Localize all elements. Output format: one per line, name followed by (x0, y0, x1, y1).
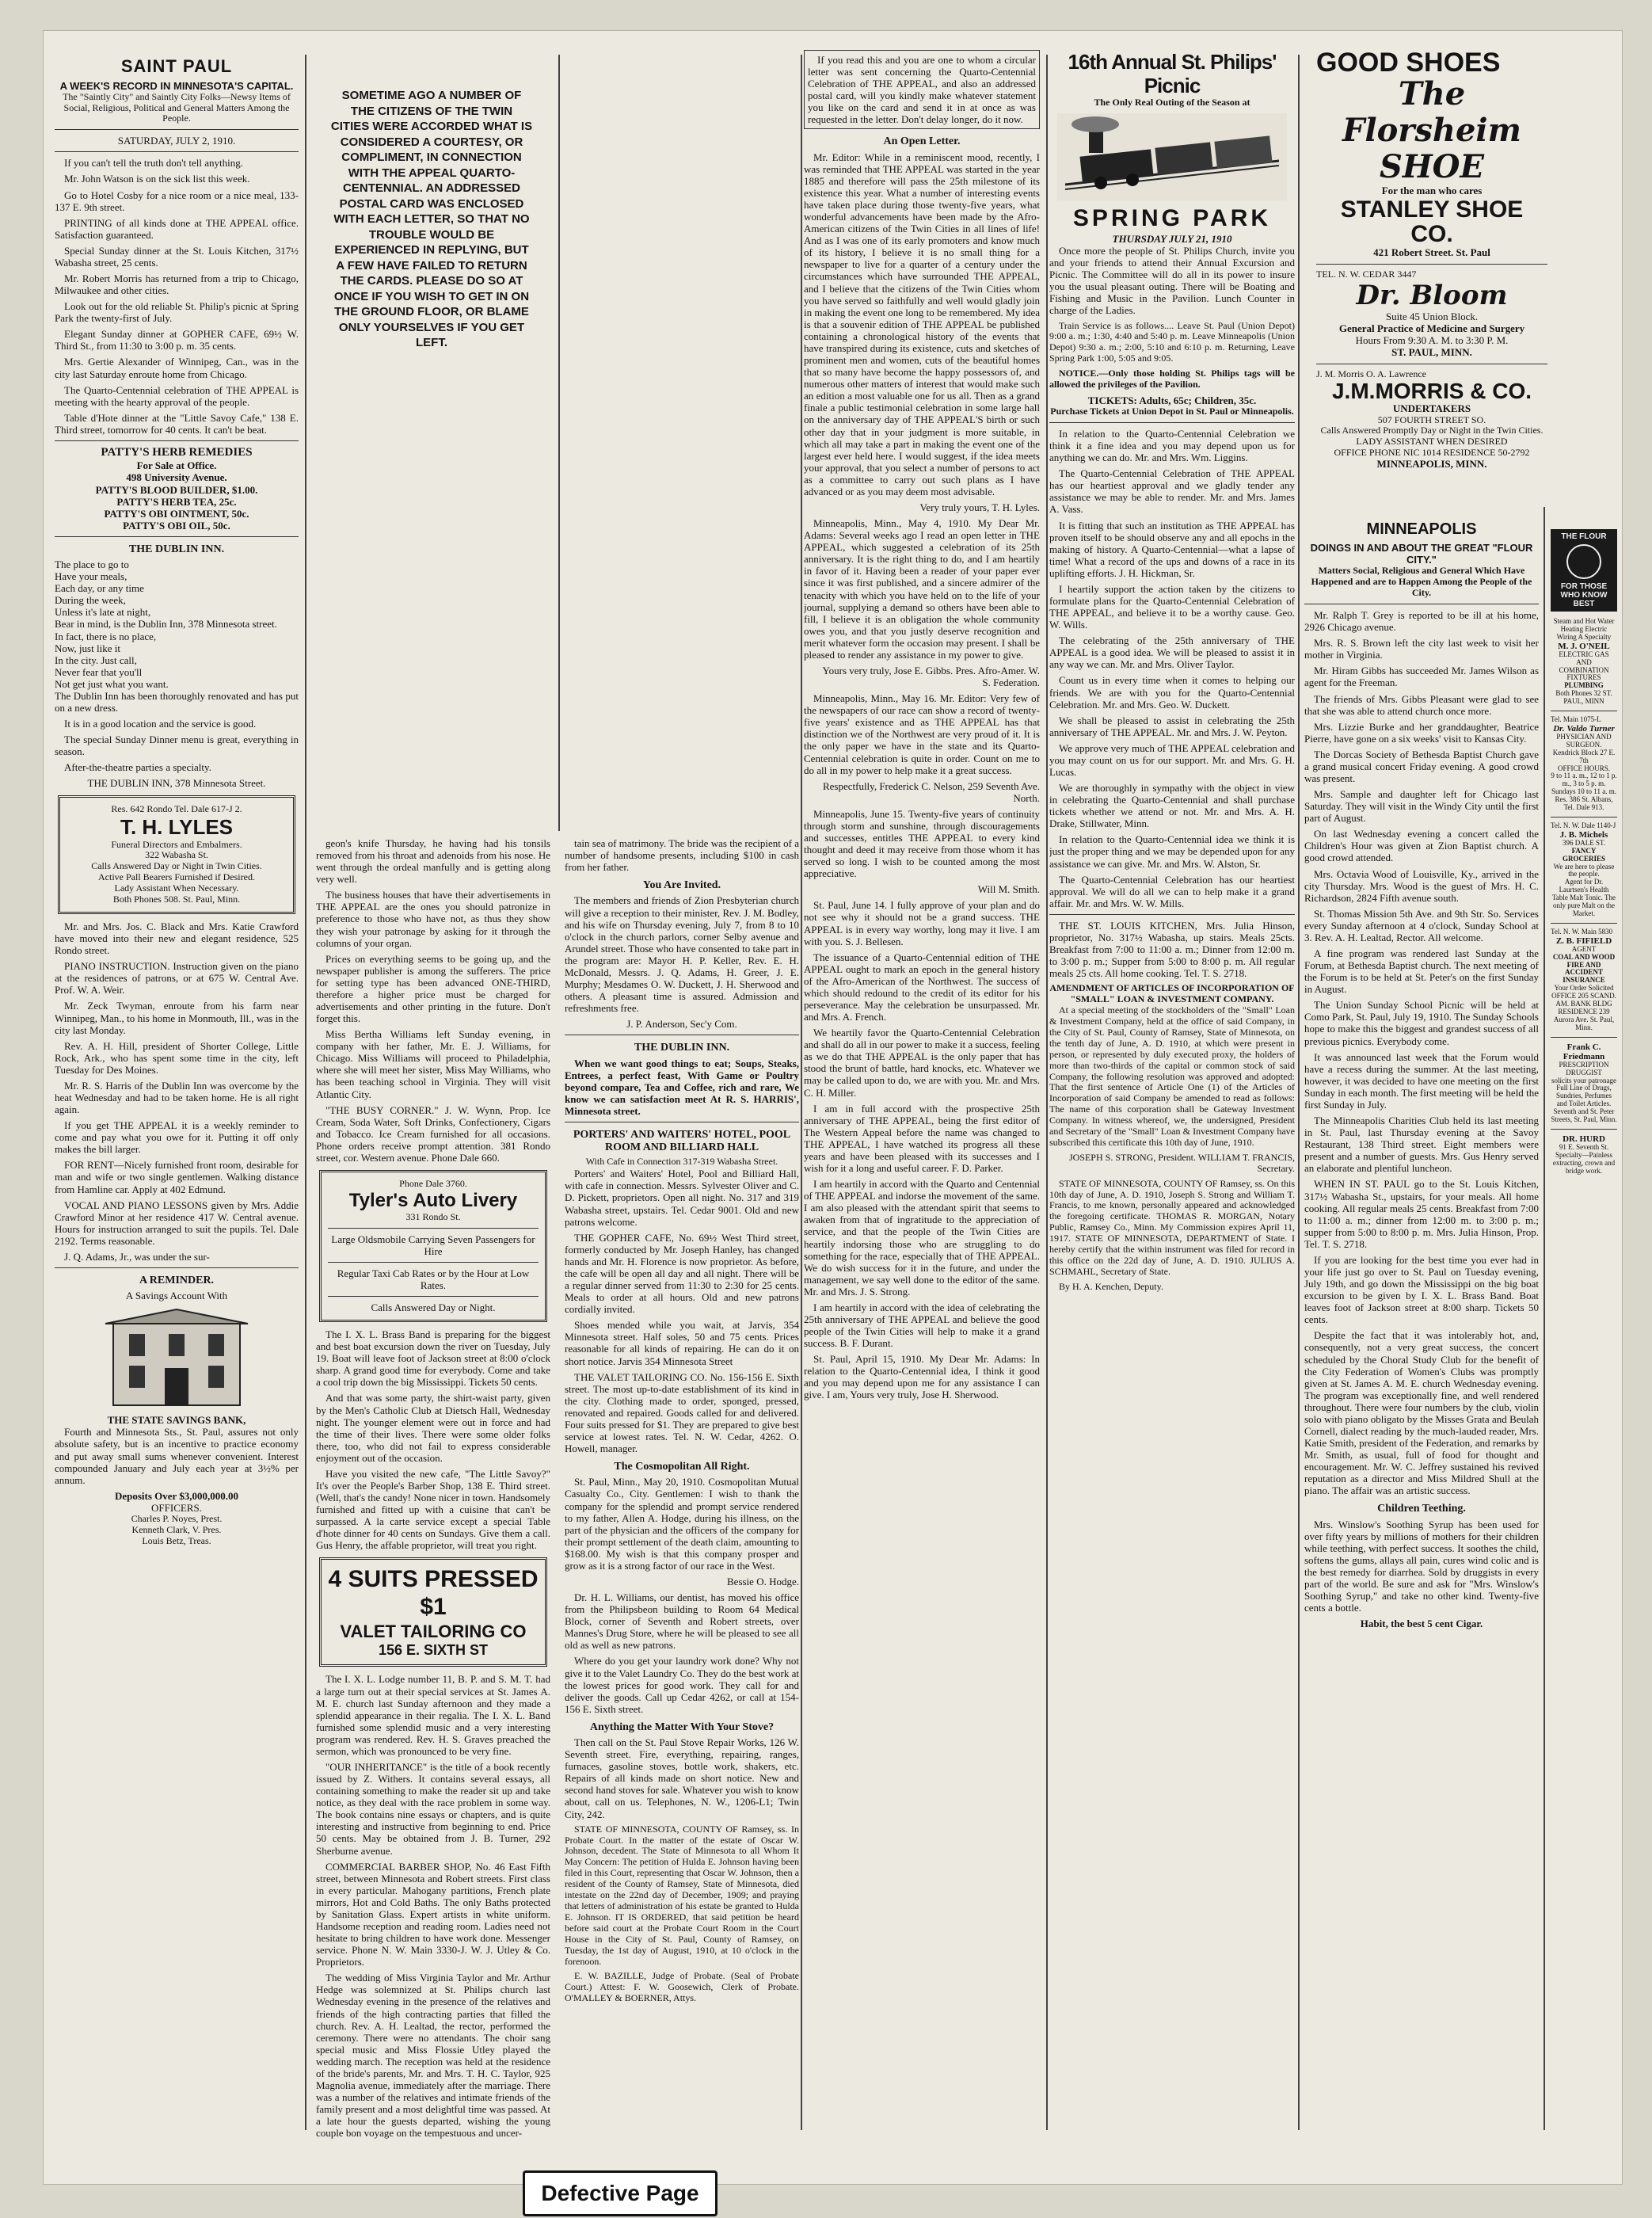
stove-repair-title: Anything the Matter With Your Stove? (589, 1721, 775, 1733)
news-item: Mr. R. S. Harris of the Dublin Inn was overcome by the heat Wednesday and had to be taken home. He is all right again. (55, 1079, 299, 1116)
news-item: Mr. and Mrs. Jos. C. Black and Mrs. Katie Crawford have moved into their new and elegant residence, 525 Rondo street. (55, 920, 299, 957)
friedmann-line: Seventh and St. Peter Streets, St. Paul, Minn. (1551, 1107, 1617, 1123)
stove-repair-text: Then call on the St. Paul Stove Repair Works, 126 W. Seventh street. Fire, everything, repairing, ranges, furnaces, gasoline stoves, bottle work, shakers, etc. Repairs of all kinds made on short notice. New and second hand stoves for sale. Whatever you wish to know about, call on us. Telephones, N. W., 1206-L1; Twin City, 242. (565, 1736, 799, 1820)
gopher-cafe-text: THE GOPHER CAFE, No. 69½ West Third street, formerly conducted by Mr. Joseph Hanley, has changed hands and Mr. H. Florence is now proprietor. As before, the cafe will be open all day and all night. There will be a regular dinner served from 11:30 to 2:30 for 25 cents. Meals to order at all hours. Old and new patrons cordially invited. (565, 1231, 799, 1316)
turner-phone: Tel. Main 1075-L (1551, 715, 1601, 723)
minneapolis-subtitle: DOINGS IN AND ABOUT THE GREAT "FLOUR CITY." (1310, 542, 1533, 566)
cosmopolitan-letter: St. Paul, Minn., May 20, 1910. Cosmopolitan Mutual Casualty Co., City. Gentlemen: I wish to thank the company for the splendid and prompt service rendered to my father, Allen A. Hodge, during his illness, on the part of the physician and the officers of the company for their prompt settlement of the death claim, amounting to $168.00. My wish is that this company prosper and grow as it is a strong factor of our race in the West. (565, 1476, 799, 1572)
fifield-line: AGENT (1571, 944, 1597, 953)
news-item: tain sea of matrimony. The bride was the recipient of a number of handsome presents, including $100 in cash from her father. (565, 837, 799, 874)
picnic-subtitle: The Only Real Outing of the Season at (1094, 97, 1250, 109)
letter: In relation to the Quarto-Centennial idea we think it is just the proper thing and we may be depended upon for any assistance we can give. Mr. and Mrs. W. Alston, Sr. (1049, 833, 1295, 870)
news-item: St. Thomas Mission 5th Ave. and 9th Str. So. Services every Sunday afternoon at 4 o'clock, Sunday School at 3. Rev. A. H. Lealtad, Rector. All welcome. (1304, 907, 1539, 943)
news-item: Mrs. Gertie Alexander of Winnipeg, Can., was in the city last Saturday enroute home from Chicago. (55, 356, 299, 380)
valet-tailoring-ad (319, 1557, 547, 1667)
florsheim-logo: The Florsheim SHOE (1342, 75, 1521, 185)
news-item: Despite the fact that it was intolerably hot, and, consequently, not a very great success, the concert scheduled by the Choral Study Club for the benefit of the City Federation of Women's Clubs was promptly given at St. James A. M. E. church Wednesday evening. The program was exceptionally fine, and well rendered throughout. There were four numbers by the club, violin solo with piano obligato by the Misses Grata and Beulah Cornell, dialect reading by the much-lauded reader, Mrs. Katie Smith, president of the Federation, and remarks by Mr. Smith, as usual, full of food for thought and encouragement. Mr. W. C. Jeffrey sustained his revived reputation as a director and Miss Mildred Shull at the piano. The affair was an artistic success. (1304, 1329, 1539, 1497)
defective-page-stamp: Defective Page (523, 2170, 718, 2216)
hurd-line: Specialty—Painless extracting, crown and bridge work. (1552, 1150, 1616, 1175)
teething-text: Mrs. Winslow's Soothing Syrup has been used for over fifty years by millions of mothers for their children while teething, with perfect success. It soothes the child, softens the gums, allays all pain, cures wind colic and is the best remedy for diarrhea. Sold by druggists in every part of the world. Be sure and ask for "Mrs. Winslow's Soothing Syrup," and take no other kind. Twenty-five cents a bottle. (1304, 1518, 1539, 1614)
dublin-inn-verse: When we want good things to eat; Soups, Steaks, Entrees, a perfect feast, With Game or Poultry beyond compare, Tea and Coffee, rich and rare, We know we can satisfaction meet At R. S. HARRIS', Minnesota street. (565, 1057, 799, 1117)
livery-address: 331 Rondo St. (405, 1210, 461, 1222)
valet-address: 156 E. SIXTH ST (378, 1641, 489, 1658)
letter: We heartily favor the Quarto-Centennial Celebration and shall do all in our power to make it a success, feeling as we do that THE APPEAL is the only paper that has stood the brunt of battle, hard knocks, etc. Whatever we may be called upon to do, we are with you. Mr. and Mrs. C. H. Miller. (804, 1027, 1040, 1099)
issue-date: SATURDAY, JULY 2, 1910. (117, 135, 236, 147)
dentist-notice: Dr. H. L. Williams, our dentist, has moved his office from the Philipsbeon building to Room 64 Medical Block, corner of Seventh and Robert streets, over Mannes's Drug Store, where he will be pleased to see all old as well as new patrons. (565, 1591, 799, 1652)
morris-line: LADY ASSISTANT WHEN DESIRED (1356, 436, 1508, 448)
news-item: If you are looking for the best time you ever had in your life just go over to St. Paul on Tuesday evening, July 19th, and go down the Mississippi on the big boat excursion to be given by I. X. L. Brass Band. Boat leaves foot of Jackson street at 8:00 sharp. Tickets 50 cents. (1304, 1253, 1539, 1326)
fifield-line: Your Order Solicited (1554, 984, 1614, 993)
remedies-line: For Sale at Office. (136, 459, 217, 472)
stanley-shoe-address: 421 Robert Street. St. Paul (1373, 246, 1490, 258)
lyles-line: Active Pall Bearers Furnished if Desired. (98, 871, 255, 883)
michels-name: J. B. Michels (1559, 829, 1608, 840)
teething-title: Children Teething. (1377, 1503, 1466, 1515)
news-item: The I. X. L. Brass Band is preparing for the biggest and best boat excursion down the river on Tuesday, July 19. Boat will leave foot of Jackson street at 8:00 o'clock sharp. A grand good time for everybody. Come and take a cool trip down the big Mississippi. Tickets 50 cents. (316, 1328, 550, 1389)
column-saint-paul (55, 48, 299, 1547)
bank-title: A REMINDER. (139, 1274, 215, 1286)
news-item: VOCAL AND PIANO LESSONS given by Mrs. Addie Crawford Minor at her residence 417 W. Central avenue. Hours for instruction arranged to suit the pupils. Tel. Dale 2192. Terms reasonable. (55, 1199, 299, 1247)
news-item: FOR RENT—Nicely furnished front room, desirable for man and wife or two single gentlemen. Walking distance from Hamline car. Apply at 402 Edmund. (55, 1159, 299, 1195)
bloom-line: Suite 45 Union Block. (1385, 310, 1479, 322)
column-minneapolis-news (1304, 514, 1539, 2154)
probate-notice: STATE OF MINNESOTA, COUNTY OF Ramsey, ss. In Probate Court. In the matter of the estate of Oscar W. Johnson, decedent. The State of Minnesota to all Whom It May Concern: The petition of Hulda E. Johnson having been filed in this Court, representing that Oscar W. Johnson, then a resident of the County of Ramsey, State of Minnesota, died intestate on the 22nd day of December, 1909; and praying that letters of administration of his estate be granted to Hulda E. Johnson. IT IS ORDERED, that said petition be heard before said court at the Probate Court Room in the Court House in the City of St. Paul, County of Ramsey, on Tuesday, the 1st day of August, 1910, at 10 o'clock in the forenoon. (565, 1823, 799, 1967)
jarvis-shoes-text: Shoes mended while you wait, at Jarvis, 354 Minnesota street. Half soles, 50 and 75 cents. Prices reasonable for all kinds of repairing. He can do it on short notice. Jarvis 354 Minnesota Street (565, 1319, 799, 1367)
news-item: PRINTING of all kinds done at THE APPEAL office. Satisfaction guaranteed. (55, 216, 299, 241)
livery-line: Regular Taxi Cab Rates or by the Hour at Low Rates. (337, 1267, 530, 1291)
section-description: The "Saintly City" and Saintly City Folks—Newsy Items of Social, Religious, Political and General Matters Among the People. (63, 90, 291, 124)
bank-name: THE STATE SAVINGS BANK, (107, 1414, 246, 1427)
livery-line: Large Oldsmobile Carrying Seven Passengers for Hire (331, 1233, 535, 1257)
laundry-notice: Where do you get your laundry work done? Why not give it to the Valet Laundry Co. They do the best work at the lowest prices for good work. They call for and deliver the goods. Call up Cedar 4262, or call at 154-156 E. Sixth street. (565, 1655, 799, 1715)
news-item: "THE BUSY CORNER." J. W. Wynn, Prop. Ice Cream, Soda Water, Soft Drinks, Confectionery, Cigars and Tobacco. Ice Cream furnished for all occasions. Phone orders receive prompt attention. 381 Rondo street, cor. Western avenue. Phone Dale 660. (316, 1103, 550, 1164)
bank-building-illustration (97, 1306, 256, 1409)
letter: St. Paul, June 14. I fully approve of your plan and do not see why it should not be a grand success. THE APPEAL is in every way worthy, long may it live. I am with you. S. J. Bellesen. (804, 899, 1040, 947)
lyles-line: 322 Wabasha St. (145, 849, 208, 861)
fifield-phone: Tel. N. W. Main 5830 (1551, 927, 1613, 936)
fifield-name: Z. B. FIFIELD (1555, 936, 1612, 946)
ads-column (1316, 49, 1547, 507)
legal-notice-text: At a special meeting of the stockholders of the "Small" Loan & Investment Company, held at the office of said Company, in the City of St. Paul, County of Ramsey, State of Minnesota, on the tenth day of June, A. D. 1910, at which were present in person, or represented by duly executed proxy, the holders of more than two-thirds of the capital or common stock of said Company, the following resolution was approved and adopted: That the first sentence of Article One (1) of the Articles of Incorporation of said Company be amended to read as follows: The name of this corporation shall be Gateway Investment Company. In witness whereof, we, the undersigned, President and Secretary of the "Small" Loan & Investment Company have subscribed this certificate this 10th day of June, 1910. (1049, 1004, 1295, 1148)
hurd-line: 91 E. Seventh St. (1559, 1142, 1609, 1151)
fifield-line: OFFICE 205 SCAND. AM. BANK BLDG (1551, 992, 1616, 1008)
section-subtitle: A WEEK'S RECORD IN MINNESOTA'S CAPITAL. (59, 79, 294, 92)
news-item: A fine program was rendered last Sunday at the Forum, at Bethesda Baptist church. The next meeting of the Forum is to be held at St. Peter's on the first Sunday in August. (1304, 947, 1539, 996)
news-item: The business houses that have their advertisements in THE APPEAL are the ones you should patronize in preference to those who have not, as thus they show they wish your patronage by asking for it through the columns of your organ. (316, 889, 550, 949)
remedies-ad (55, 446, 299, 532)
oneil-services: Steam and Hot Water Heating Electric Wiring A Specialty (1553, 617, 1615, 641)
open-letter-text: Mr. Editor: While in a reminiscent mood, recently, I was reminded that THE APPEAL was started in the year 1885 and therefore will pass the 25th milestone of its existence this year. What a number of interesting events have taken place during those twenty-five years, what wonderful advancements have been made by the Afro-American citizens of the Twin Cities in all lines of life! And as I was one of its early promoters and know much of its history, I believe it is no small thing for a newspaper to live for a quarter of a century under the circumstances which have surrounded THE APPEAL, and I believe that the citizens of the Twin Cities whom you have served so faithfully and well would gladly join in making the event one long to be remembered. My idea is that a souvenir edition of THE APPEAL be published containing a chronological history of the events that have transpired during its existence, cuts and sketches of prominent men and women, cuts of the beautiful homes that so many have become the happy possessors of, and numerous other matters of interest that would make such an edition a most valuable one for us all. Then as a grand finale a public testimonial celebration in some large hall on the anniversary day of THE APPEAL'S birth or such other day that in your judgment is more suitable, in which all may take a part in making the event one of the largest ever held here. I would suggest, if the idea meets your approval, that you select a number of persons to act as a committee to carry out such plans as I have advanced or as you may deem most advisable. (804, 151, 1040, 497)
ads-bottom-right (1551, 523, 1617, 2155)
news-item: The Quarto-Centennial celebration of THE APPEAL is meeting with the hearty approval of the people. (55, 383, 299, 408)
news-item: Mr. Zeck Twyman, enroute from his farm near Winnipeg, Man., to his home in Monmouth, Ill., was in the city last Monday. (55, 1000, 299, 1036)
flour-sack-icon (1566, 544, 1601, 579)
remedies-line: 498 University Avenue. (126, 471, 227, 484)
letter: The Quarto-Centennial Celebration of THE APPEAL has our heartiest approval and we gladly tender any assistance we may be able to render. Mr. and Mrs. James A. Vass. (1049, 467, 1295, 516)
minneapolis-description: Matters Social, Religious and General Which Have Happened and are to Happen Among the People of the City. (1311, 565, 1532, 599)
news-item: Prices on everything seems to be going up, and the newspaper publisher is among the sufferers. The price for setting type has been advanced ONE-THIRD, therefore a higher price must be charged for advertisements and other printing in the future. Don't forget this. (316, 952, 550, 1025)
valet-name: VALET TAILORING CO (340, 1622, 527, 1642)
invited-text: The members and friends of Zion Presbyterian church will give a reception to their minister, Rev. J. M. Bodley, and his wife on Thursday evening, July 7, from 8 to 10 o'clock in the church parlors, corner Selby avenue and Arundel street. Those who have consented to take part in the program are: Mayor H. P. Keller, Rev. E. H. McDonald, Messrs. J. Q. Adams, H. Greer, J. E. Murphy; Mesdames O. W. Duckett, J. H. Sherwood and others. A pleasant time is assured. Admission and refreshments free. (565, 894, 799, 1015)
news-item: PIANO INSTRUCTION. Instruction given on the piano at the residences of patrons, or at 675 W. Central Ave. Prof. W. A. Weir. (55, 960, 299, 997)
letter: I heartily support the action taken by the citizens to formulate plans for the Quarto-Centennial Celebration of THE APPEAL, and believe it to be a worthy cause. Geo. W. Wills. (1049, 582, 1295, 631)
quarto-centennial-notice: SOMETIME AGO A NUMBER OF THE CITIZENS OF THE TWIN CITIES WERE ACCORDED WHAT IS CONSIDERED A COURTESY, OR COMPLIMENT, IN CONNECTION WITH THE APPEAL QUARTO-CENTENNIAL. AN ADDRESSED POSTAL CARD WAS ENCLOSED WITH EACH LETTER, SO THAT NO TROUBLE WOULD BE EXPERIENCED IN REPLYING, BUT A FEW HAVE FAILED TO RETURN THE CARDS. PLEASE DO SO AT ONCE IF YOU WISH TO GET IN ON THE GROUND FLOOR, OR BLAME ONLY YOURSELVES IF YOU GET LEFT. (330, 89, 533, 349)
michels-line: 396 DALE ST. (1562, 838, 1606, 847)
legal-notice-text: STATE OF MINNESOTA, COUNTY OF Ramsey, ss. On this 10th day of June, A. D. 1910, Joseph S. Strong and William T. Francis, to me known, personally appeared and acknowledged the foregoing certificate. THOMAS R. MORGAN, Notary Public, Ramsey Co., Minn. My Commission expires April 11, 1917. STATE OF MINNESOTA, DEPARTMENT of State. I hereby certify that the within instrument was filed for record in this office on the 22d day of June, A. D. 1910. JULIUS A. SCHMAHL, Secretary of State. (1049, 1177, 1295, 1277)
news-item: J. Q. Adams, Jr., was under the sur- (64, 1250, 210, 1263)
section-masthead: SAINT PAUL (120, 56, 233, 76)
morris-partners: J. M. Morris O. A. Lawrence (1316, 368, 1426, 379)
dublin-inn-text: After-the-theatre parties a specialty. (64, 761, 211, 774)
friedmann-line: Full Line of Drugs, Sundries, Perfumes and Toilet Articles. (1556, 1084, 1612, 1108)
picnic-date: THURSDAY JULY 21, 1910 (1112, 233, 1232, 246)
letter: The celebrating of the 25th anniversary of THE APPEAL is a good idea. We will be pleased to assist it in any way we can. Mr. and Mrs. Oliver Taylor. (1049, 635, 1295, 671)
news-item: The friends of Mrs. Gibbs Pleasant were glad to see that she was able to attend church once more. (1304, 692, 1539, 717)
dublin-inn-title: THE DUBLIN INN. (634, 1042, 730, 1054)
news-item: It was announced last week that the Forum would have a recess during the summer. At the last meeting, however, it was decided to have one meeting on the first Sunday in each month. The first meeting will be held the first Sunday in July. (1304, 1050, 1539, 1111)
picnic-tickets: TICKETS: Adults, 65c; Children, 35c. (1087, 394, 1257, 406)
turner-line: 9 to 11 a. m., 12 to 1 p. m., 3 to 5 p. m. Sundays 10 to 11 a. m. (1551, 772, 1617, 796)
bank-officer: Kenneth Clark, V. Pres. (131, 1523, 222, 1535)
livery-phone: Phone Dale 3760. (399, 1178, 467, 1190)
column-rule (1046, 55, 1048, 2130)
bloom-phone: TEL. N. W. CEDAR 3447 (1316, 268, 1417, 280)
news-item: Mr. John Watson is on the sick list this week. (64, 173, 250, 185)
porters-hotel-text: Porters' and Waiters' Hotel, Pool and Billiard Hall, with cafe in connection. Messrs. Sylvester Oliver and C. D. Pickett, proprietors. Open all night. No. 317 and 319 Wabasha street, upstairs. Tel. Cedar 9001. Old and new patrons welcome. (565, 1168, 799, 1228)
dublin-inn-signature: THE DUBLIN INN, 378 Minnesota Street. (87, 777, 266, 790)
remedies-line: PATTY'S BLOOD BUILDER, $1.00. (95, 483, 258, 496)
lyles-line: Both Phones 508. St. Paul, Minn. (112, 894, 241, 905)
morris-line: Calls Answered Promptly Day or Night in the Twin Cities. (1320, 425, 1544, 436)
news-item: The Dorcas Society of Bethesda Baptist Church gave a grand musical concert Friday evening. A good crowd was present. (1304, 748, 1539, 784)
news-item: On last Wednesday evening a concert called the Children's Hour was given at Zion Baptist church. A good crowd attended. (1304, 828, 1539, 864)
news-item: The wedding of Miss Virginia Taylor and Mr. Arthur Hedge was solemnized at St. Philips church last Wednesday evening in the presence of the relatives and friends of the high contracting parties that filled the church. Rev. A. H. Lealtad, the rector, performed the ceremony. There were no attendants. The choir sang special music and Miss Flossie Utley played the wedding march. The reception was held at the residence of the bride's parents, Mr. and Mrs. T. H. C. Taylor, 925 Magnolia avenue, immediately after the marriage. There was a number of the relatives and intimate friends of the family present and a most delightful time was passed. At a late hour the guests departed, wishing the young couple bon voyage on the tempestuous and uncer- (316, 1972, 550, 2140)
fifield-line: COAL AND WOOD FIRE AND ACCIDENT INSURANCE (1552, 952, 1616, 985)
open-letter-title: An Open Letter. (883, 135, 961, 148)
news-item: geon's knife Thursday, he having had his tonsils removed from his throat and adenoids from his nose. He went through the ordeal manfully and is getting along very well. (316, 837, 550, 886)
lyles-line: Calls Answered Day or Night in Twin Cities. (91, 860, 262, 872)
bank-subtitle: A Savings Account With (125, 1290, 228, 1302)
bloom-line: General Practice of Medicine and Surgery (1338, 322, 1525, 334)
news-item: Miss Bertha Williams left Sunday evening, in company with her father, Mr. E. J. Williams, for Chicago. Miss Williams will proceed to Philadelphia, where she will meet her sister, Miss May Williams, who has been teaching school in Virginia. They will visit Atlantic City. (316, 1028, 550, 1100)
letter-signature: Will M. Smith. (977, 883, 1040, 896)
valet-headline: 4 SUITS PRESSED $1 (328, 1566, 539, 1621)
local-news-left (316, 837, 550, 2143)
news-item: Mr. Robert Morris has returned from a trip to Chicago, Milwaukee and other cities. (55, 272, 299, 297)
good-shoes-headline: GOOD SHOES (1316, 49, 1501, 78)
news-item: Mrs. Octavia Wood of Louisville, Ky., arrived in the city Thursday. Mrs. Wood is the guest of Mrs. H. C. Richardson, 2824 Fifth avenue south. (1304, 867, 1539, 904)
porters-hotel-subtitle: With Cafe in Connection 317-319 Wabasha Street. (585, 1156, 778, 1168)
letter: We shall be pleased to assist in celebrating the 25th anniversary of THE APPEAL. Mr. and Mrs. J. W. Peyton. (1049, 714, 1295, 738)
news-item: The Minneapolis Charities Club held its last meeting in St. Paul, last Thursday evening at the Savoy Restaurant, 138 Third street. Eight members were present and a number of guests. Mrs. Gus Henry served an elaborate and plentiful luncheon. (1304, 1115, 1539, 1175)
lyles-line: Funeral Directors and Embalmers. (111, 838, 242, 850)
train-illustration (1057, 113, 1287, 200)
news-item: Special Sunday dinner at the St. Louis Kitchen, 317½ Wabasha street, 25 cents. (55, 244, 299, 269)
remedies-title: PATTY'S HERB REMEDIES (101, 445, 253, 459)
morris-name: J.M.MORRIS & CO. (1331, 379, 1532, 404)
news-item: Look out for the old reliable St. Philip's picnic at Spring Park the twenty-first of July. (55, 300, 299, 325)
news-item: Mrs. Lizzie Burke and her granddaughter, Beatrice Pierre, have gone on a six weeks' visit to Kansas City. (1304, 720, 1539, 745)
cigar-ad: Habit, the best 5 cent Cigar. (1360, 1618, 1483, 1630)
friedmann-name: Frank C. Friedmann (1563, 1042, 1605, 1061)
michels-line: FANCY GROCERIES (1562, 846, 1605, 863)
column-notice (314, 69, 549, 829)
invited-signature: J. P. Anderson, Sec'y Com. (626, 1018, 737, 1031)
open-letter-signature: Very truly yours, T. H. Lyles. (919, 501, 1040, 513)
letter: Minneapolis, June 15. Twenty-five years of continuity through storm and sunshine, through discouragements and successes, entitles THE APPEAL to every kind thought and deed it may receive from those whom it has served so long. I wish to be counted among the most appreciative. (804, 807, 1040, 880)
invited-title: You Are Invited. (642, 879, 721, 892)
column-rule (558, 55, 560, 831)
bank-officers-title: OFFICERS. (151, 1501, 202, 1514)
dublin-inn-poem: The place to go to Have your meals, Each day, or any time During the week, Unless it's late at night, Bear in mind, is the Dublin Inn, 378 Minnesota street. In fact, there is no place, Now, just like it In the city. Just call, Never fear that you'll Not get just what you want. The Dublin Inn has been thoroughly renovated and has put on a new dress. (55, 558, 299, 714)
bloom-line: ST. PAUL, MINN. (1391, 345, 1472, 358)
column-letters (804, 50, 1040, 2157)
letter: I am heartily in accord with the idea of celebrating the 25th anniversary of THE APPEAL and believe the good people of the Twin Cities will help to make it a grand success. B. F. Durant. (804, 1301, 1040, 1350)
morris-line: OFFICE PHONE NIC 1014 RESIDENCE 50-2792 (1334, 447, 1530, 459)
news-item: Table d'Hote dinner at the "Little Savoy Cafe," 138 E. Third street, tomorrow for 40 cents. It can't be beat. (55, 411, 299, 436)
letter: Count us in every time when it comes to helping our friends. We are with you for the Quarto-Centennial Celebration. Mr. and Mrs. Geo. W. Duckett. (1049, 674, 1295, 711)
letter: In relation to the Quarto-Centennial Celebration we think it a fine idea and you may depend upon us for anything we can do. Mr. and Mrs. Wm. Liggins. (1049, 427, 1295, 464)
legal-notice-signature: JOSEPH S. STRONG, President. WILLIAM T. FRANCIS, Secretary. (1068, 1151, 1295, 1174)
local-news-right (565, 837, 799, 2008)
oneil-line: Both Phones 32 ST. PAUL, MINN (1555, 689, 1612, 706)
news-item: If you get THE APPEAL it is a weekly reminder to come and pay what you owe for it. Putting it off only makes the bill larger. (55, 1119, 299, 1156)
dr-bloom-name: Dr. Bloom (1356, 279, 1508, 311)
michels-phone: Tel. N. W. Dale 1140-J (1551, 821, 1616, 829)
picnic-purchase: Purchase Tickets at Union Depot in St. Paul or Minneapolis. (1050, 406, 1294, 417)
bloom-line: Hours From 9:30 A. M. to 3:30 P. M. (1355, 333, 1509, 346)
cosmopolitan-signature: Bessie O. Hodge. (727, 1575, 799, 1587)
letter: The issuance of a Quarto-Centennial edition of THE APPEAL ought to mark an epoch in the general history of the Afro-American of the Northwest. The success of which should redound to the credit of its editor for his perseverance. May the celebration be unsurpassed. Mr. and Mrs. A. French. (804, 951, 1040, 1023)
michels-line: Agent for Dr. Laurtsen's Health Table Malt Tonic. The only pure Malt on the Market. (1552, 878, 1616, 917)
oneil-line: ELECTRIC GAS AND COMBINATION FIXTURES (1559, 650, 1609, 682)
st-louis-kitchen-ad: THE ST. LOUIS KITCHEN, Mrs. Julia Hinson, proprietor, No. 317½ Wabasha, up stairs. Meals 25cts. Breakfast from 7:00 to 11:00 a. m.; Dinner from 12:00 m. to 3:00 p. m.; Supper from 5:00 to 8:00 p. m. All regular meals 25 cts. All home cooking. Tel. T. S. 2718. (1049, 919, 1295, 980)
livery-line: Calls Answered Day or Night. (371, 1301, 496, 1313)
oneil-line: PLUMBING (1564, 681, 1604, 690)
letter-signature: Respectfully, Frederick C. Nelson, 259 Seventh Ave. North. (822, 779, 1040, 804)
news-item: WHEN IN ST. PAUL go to the St. Louis Kitchen, 317½ Wabasha St., upstairs, for your meals. All home cooking. All regular meals 25 cents. Breakfast from 7:00 to 11:00 a. m.; dinner from 12:00 m. to 3:00 p. m.; supper from 5:00 to 8:00 p. m. Mrs. Julia Hinson, Prop. Tel. T. S. 2718. (1304, 1178, 1539, 1250)
news-item: Mr. Ralph T. Grey is reported to be ill at his home, 2926 Chicago avenue. (1304, 609, 1539, 634)
probate-signature: E. W. BAZILLE, Judge of Probate. (Seal of Probate Court.) Attest: F. W. Goosewich, Clerk of Probate. O'MALLEY & BOERNER, Attys. (565, 1970, 799, 2004)
news-item: Go to Hotel Cosby for a nice room or a nice meal, 133-137 E. 9th street. (55, 189, 299, 213)
letter: I am heartily in accord with the Quarto and Centennial of THE APPEAL and indorse the movement of the same. I am also pleased with the attendant spirit that seems to awaken from that of ingratitude to the appreciation of service, and that the people of the Twin Cities are heartily indorsing those who are struggling to do something for the race, especially that of THE APPEAL. We do wish success for it in the future, and under the management, we say well done to the editor of the same. Mr. and Mrs. J. S. Strong. (804, 1178, 1040, 1298)
turner-line: PHYSICIAN AND SURGEON. (1556, 732, 1612, 749)
florsheim-tagline: For the man who cares (1381, 185, 1483, 196)
lyles-ad (58, 795, 295, 914)
lyles-phones: Res. 642 Rondo Tel. Dale 617-J 2. (111, 803, 242, 815)
letter: It is fitting that such an institution as THE APPEAL has proven itself to be should observe any and all epochs in the making of history. A Quarto-Centennial—what a lapse of time! What a record of the ups and downs of a race in its uplifting efforts. J. H. Hickman, Sr. (1049, 519, 1295, 579)
remedies-line: PATTY'S HERB TEA, 25c. (116, 495, 237, 508)
bank-officer: Charles P. Noyes, Prest. (131, 1512, 223, 1524)
legal-notice-deputy: By H. A. Kenchen, Deputy. (1059, 1280, 1163, 1292)
column-rule (1298, 55, 1300, 2130)
column-rule (305, 55, 306, 2130)
morris-line: UNDERTAKERS (1392, 402, 1471, 414)
news-item: Mrs. R. S. Brown left the city last week to visit her mother in Virginia. (1304, 637, 1539, 661)
dr-hurd-name: DR. HURD (1563, 1134, 1605, 1144)
news-item: If you can't tell the truth don't tell anything. (64, 157, 243, 170)
morris-line: 507 FOURTH STREET SO. (1377, 413, 1486, 425)
lyles-line: Lady Assistant When Necessary. (114, 882, 239, 894)
remedies-line: PATTY'S OBI OINTMENT, 50c. (104, 507, 249, 520)
dublin-inn-text: The special Sunday Dinner menu is great, everything in season. (55, 734, 299, 758)
news-item: Have you visited the new cafe, "The Little Savoy?" It's over the People's Barber Shop, 138 E. Third street. (Well, that's the candy! None nicer in town. Handsomely furnished and fitted up with a cuisine that can't be surpassed. A la carte service except a special Table d'hote dinner for 40 cents on Sundays. Give them a call. Gus Henry, the affable proprietor, will treat you right. (316, 1467, 550, 1552)
postal-card-notice: If you read this and you are one to whom a circular letter was sent concerning the Quarto-Centennial Celebration of THE APPEAL, and also an addressed postal card, will you kindly make whatever statement you like on the card and send it in at once as was requested in the letter. Don't delay longer, do it now. (804, 50, 1040, 129)
oneil-name: M. J. O'NEIL (1558, 641, 1610, 651)
morris-line: MINNEAPOLIS, MINN. (1376, 457, 1487, 470)
turner-line: Kendrick Block 27 E. 7th (1552, 748, 1616, 764)
news-items (55, 157, 299, 436)
michels-line: We are here to please the people. (1553, 862, 1615, 878)
bank-officer: Louis Betz, Treas. (142, 1534, 211, 1546)
legal-notice-title: AMENDMENT OF ARTICLES OF INCORPORATION OF "SMALL" LOAN & INVESTMENT COMPANY. (1049, 982, 1295, 1005)
friedmann-line: PRESCRIPTION DRUGGIST (1559, 1060, 1609, 1077)
picnic-text: Once more the people of St. Philips Church, invite you and your friends to attend their Annual Excursion and Picnic. The Committee will do all in its power to insure you the usual pleasant outing. There will be Boating and Fishing and Music in the Pavilion. Lunch Counter in charge of the Ladies. (1049, 245, 1295, 317)
flour-tagline: FOR THOSE WHO KNOW BEST (1560, 582, 1608, 608)
news-item: And that was some party, the shirt-waist party, given by the Men's Catholic Club at Dietsch Hall, Wednesday night. The younger element were out in force and had the time of their lives. There were some older folks there, too, who did not fail to express considerable enjoyment out of the occasion. (316, 1392, 550, 1464)
turner-line: OFFICE HOURS. (1557, 764, 1610, 772)
minneapolis-masthead: MINNEAPOLIS (1366, 520, 1477, 538)
lyles-name: T. H. LYLES (120, 815, 234, 840)
flour-headline: THE FLOUR (1561, 532, 1607, 541)
bank-deposits: Deposits Over $3,000,000.00 (114, 1489, 239, 1502)
letter: We approve very much of THE APPEAL celebration and you may count on us for our support. Mr. and Mrs. G. H. Lucas. (1049, 741, 1295, 779)
news-item: Mrs. Sample and daughter left for Chicago last Saturday. They will visit in the Windy City until the first part of August. (1304, 788, 1539, 825)
column-picnic (1049, 50, 1295, 2157)
dublin-inn-text: It is in a good location and the service is good. (64, 718, 257, 730)
news-item: Mr. Hiram Gibbs has succeeded Mr. James Wilson as agent for the Freeman. (1304, 665, 1539, 689)
fifield-line: RESIDENCE 239 Aurora Ave. St. Paul, Minn. (1553, 1007, 1615, 1031)
news-item: Elegant Sunday dinner at GOPHER CAFE, 69½ W. Third St., from 11:30 to 3:00 p. m. 35 cents. (55, 328, 299, 353)
picnic-ad (1049, 50, 1295, 417)
letter: I am in full accord with the prospective 25th anniversary of THE APPEAL, being the first editor of The Western Appeal before the name was changed to THE APPEAL, I have watched its progress all these years and have been pleased with its successes and I wish for it a long and useful career. F. D. Parker. (804, 1102, 1040, 1175)
stanley-shoe-name: STANLEY SHOE CO. (1340, 196, 1524, 248)
remedies-line: PATTY'S OBI OIL, 50c. (123, 519, 230, 532)
train-schedule: Train Service is as follows.... Leave St. Paul (Union Depot) 9:00 a. m.; 1:30, 4:40 and 5:40 p. m. Leave Minneapolis (Union Depot) 9:30 a. m.; 2:00, 5:10 and 6:10 p. m. Returning, Leave Spring Park 1:00, 5:05 and 9:05. (1049, 319, 1295, 364)
cosmopolitan-title: The Cosmopolitan All Right. (614, 1461, 750, 1473)
letter: The Quarto-Centennial Celebration has our heartiest approval. We will do all we can to help make it a grand affair. Mr. and Mrs. W. W. Mills. (1049, 873, 1295, 909)
news-item: COMMERCIAL BARBER SHOP, No. 46 East Fifth street, between Minnesota and Robert streets. First class in every particular. Mahogany partitions, French plate mirrors, Hot and Cold Baths. The only Baths protected by Sanitation Glass. Expert artists in white uniform. Handsome reception and reading room. Ladies need not hesitate to bring children to have work done. Messenger service. Phone N. W. Main 3330-J. W. J. Utley & Co. Proprietors. (316, 1860, 550, 1968)
news-item: The I. X. L. Lodge number 11, B. P. and S. M. T. had a large turn out at their special services at St. James A. M. E. church last Sunday afternoon and they made a splendid appearance in their regalia. The I. X. L. Band furnished some splendid music and a very interesting program was rendered. Rev. H. S. Graves preached the sermon, which was pronounced to be very fine. (316, 1673, 550, 1757)
tyler-livery-ad (319, 1170, 547, 1322)
flour-ad (1551, 529, 1617, 612)
column-rule (801, 55, 802, 2130)
savings-bank-ad (55, 1275, 299, 1547)
dublin-inn-title: THE DUBLIN INN. (128, 543, 225, 555)
letter-signature: Yours very truly, Jose E. Gibbs. Pres. Afro-Amer. W. S. Federation. (822, 664, 1040, 689)
letter: Minneapolis, Minn., May 16. Mr. Editor: Very few of the newspapers of our race can show a record of twenty-five years' existence and as THE APPEAL has that distinction we of the Northwest are very proud of it. It is the only paper we have in the state and its Quarto-Centennial celebration is quite in order. Count on me to do all in my power to help make it a great success. (804, 692, 1040, 776)
turner-line: Res. 386 St. Albans, Tel. Dale 913. (1555, 795, 1613, 811)
picnic-notice: NOTICE.—Only those holding St. Philips tags will be allowed the privileges of the Pavilion. (1049, 368, 1295, 391)
news-item: "OUR INHERITANCE" is the title of a book recently issued by Z. Withers. It contains several essays, all containing something to make the reader sit up and take notice, as they deal with the race problem in some way. The book contains nine essays or chapters, and is quite interesting and instructive from beginning to end. Price 50 cents. May be obtained from J. B. Turner, 292 Sherburne avenue. (316, 1761, 550, 1857)
spring-park-title: SPRING PARK (1072, 205, 1272, 232)
turner-name: Dr. Valdo Turner (1553, 723, 1615, 734)
friedmann-line: solicits your patronage (1551, 1076, 1616, 1084)
news-item: The Union Sunday School Picnic will be held at Como Park, St. Paul, July 19, 1910. The Sunday Schools hope to make this the biggest and grandest success of all previous picnics. Everybody come. (1304, 999, 1539, 1047)
bank-text: Fourth and Minnesota Sts., St. Paul, assures not only absolute safety, but is an incentive to practice economy and put away small sums whenever convenient. Interest compounded January and July each year at 3½% per annum. (55, 1426, 299, 1486)
column-local-news (316, 837, 799, 2176)
livery-name: Tyler's Auto Livery (348, 1189, 518, 1211)
picnic-title: 16th Annual St. Philips' Picnic (1068, 50, 1277, 98)
porters-hotel-title: PORTERS' AND WAITERS' HOTEL, POOL ROOM AND BILLIARD HALL (573, 1128, 791, 1154)
letter: St. Paul, April 15, 1910. My Dear Mr. Adams: In relation to the Quarto-Centennial idea, I think it good and you may depend upon me for any assistance I can give. I am, Yours very truly, Jose H. Sherwood. (804, 1353, 1040, 1401)
news-item: Rev. A. H. Hill, president of Shorter College, Little Rock, Ark., who has spent some time in the city, left Tuesday for Des Moines. (55, 1039, 299, 1076)
letter: Minneapolis, Minn., May 4, 1910. My Dear Mr. Adams: Several weeks ago I read an open letter in THE APPEAL, which suggested a celebration of its 25th anniversary. It is the right thing to do, and I am heartily in favor of it. Having been a reader of your paper ever since it was first published, and a sincere admirer of the tenacity with which you have held on to the life of your journal, supplying a demand so others have been able to fill, I believe it is an obligation the whole community owes you, and that you justly deserve recognition and merit whatever form the occasion may present. I shall be pleased to render any assistance in my power to give. (804, 517, 1040, 661)
valet-tailoring-text: THE VALET TAILORING CO. No. 156-156 E. Sixth street. The most up-to-date establishment of its kind in the city. Clothing made to order, sponged, pressed, renovated and repaired. Goods called for and delivered. Four suits pressed for $1. They are prepared to give best service at lowest rates. Tel. N. W. Cedar, 4262. O. Howell, manager. (565, 1370, 799, 1455)
letter: We are thoroughly in sympathy with the object in view in celebrating the Quarto-Centennial and shall purchase tickets whether we attend or not. Mr. and Mrs. A. H. Drake, Stillwater, Minn. (1049, 782, 1295, 830)
